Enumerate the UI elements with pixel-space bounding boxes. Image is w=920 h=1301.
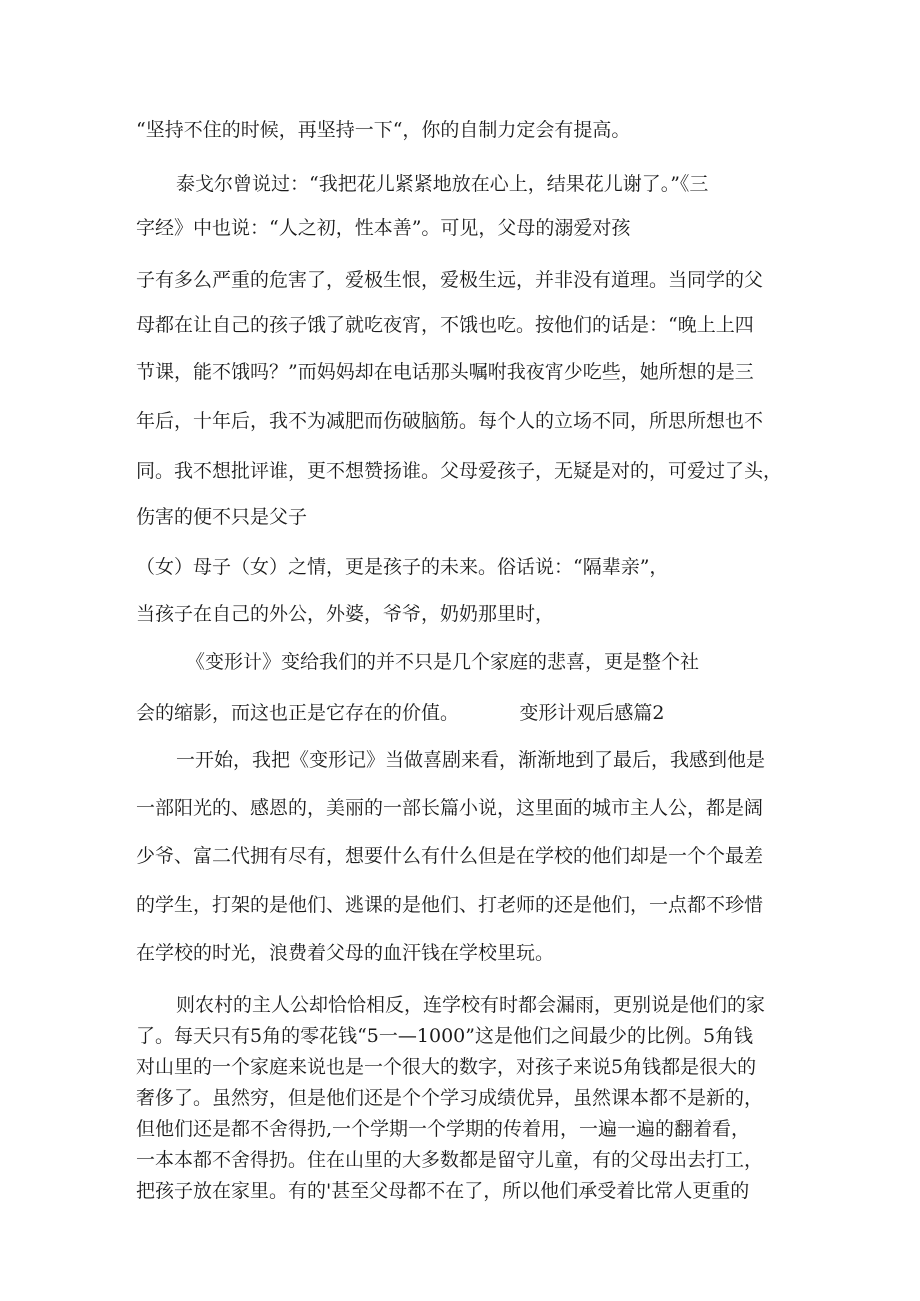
text-line: 一开始，我把《变形记》当做喜剧来看，渐渐地到了最后，我感到他是	[176, 749, 766, 771]
text-line: 《变形计》变给我们的并不只是几个家庭的悲喜，更是整个社	[186, 651, 700, 673]
text-line: （女）母子（女）之情，更是孩子的未来。俗话说：“隔辈亲”，	[136, 556, 669, 578]
text-line: 一部阳光的、感恩的，美丽的一部长篇小说，这里面的城市主人公，都是阔	[136, 797, 764, 819]
text-line: 了。每天只有5角的零花钱“5一—1000”这是他们之间最少的比例。5角钱	[136, 1025, 754, 1047]
text-line: 奢侈了。虽然穷，但是他们还是个个学习成绩优异，虽然课本都不是新的，	[136, 1087, 764, 1109]
text-line: 把孩子放在家里。有的'甚至父母都不在了，所以他们承受着比常人更重的	[136, 1180, 750, 1202]
text-line: 节课，能不饿吗？”而妈妈却在电话那头嘱咐我夜宵少吃些，她所想的是三	[136, 361, 754, 383]
text-line: 则农村的主人公却恰恰相反，连学校有时都会漏雨，更别说是他们的家	[176, 994, 766, 1016]
text-line: 母都在让自己的孩子饿了就吃夜宵，不饿也吃。按他们的话是：“晚上上四	[136, 314, 754, 336]
text-line: 字经》中也说：“人之初，性本善”。可见，父母的溺爱对孩	[136, 217, 631, 239]
text-line: 会的缩影，而这也正是它存在的价值。 变形计观后感篇2	[136, 702, 665, 724]
text-line: 泰戈尔曾说过：“我把花儿紧紧地放在心上，结果花儿谢了。”《三	[176, 173, 709, 195]
text-line: 当孩子在自己的外公，外婆，爷爷，奶奶那里时，	[136, 603, 555, 625]
text-line: 的学生，打架的是他们、逃课的是他们、打老师的还是他们，一点都不珍惜	[136, 894, 764, 916]
text-line: “坚持不住的时候，再坚持一下“，你的自制力定会有提高。	[136, 119, 631, 141]
text-line: 一本本都不舍得扔。住在山里的大多数都是留守儿童，有的父母出去打工，	[136, 1149, 764, 1171]
text-line: 伤害的便不只是父子	[136, 506, 308, 528]
text-line: 对山里的一个家庭来说也是一个很大的数字，对孩子来说5角钱都是很大的	[136, 1056, 757, 1078]
text-line: 同。我不想批评谁，更不想赞扬谁。父母爱孩子，无疑是对的，可爱过了头，	[136, 460, 783, 482]
text-line: 少爷、富二代拥有尽有，想要什么有什么但是在学校的他们却是一个个最差	[136, 845, 764, 867]
text-line: 年后，十年后，我不为减肥而伤破脑筋。每个人的立场不同，所思所想也不	[136, 410, 764, 432]
text-line: 子有多么严重的危害了，爱极生恨，爱极生远，并非没有道理。当同学的父	[136, 269, 764, 291]
text-line: 但他们还是都不舍得扔,一个学期一个学期的传着用，一遍一遍的翻着看，	[136, 1118, 751, 1140]
text-line: 在学校的时光，浪费着父母的血汗钱在学校里玩。	[136, 942, 555, 964]
